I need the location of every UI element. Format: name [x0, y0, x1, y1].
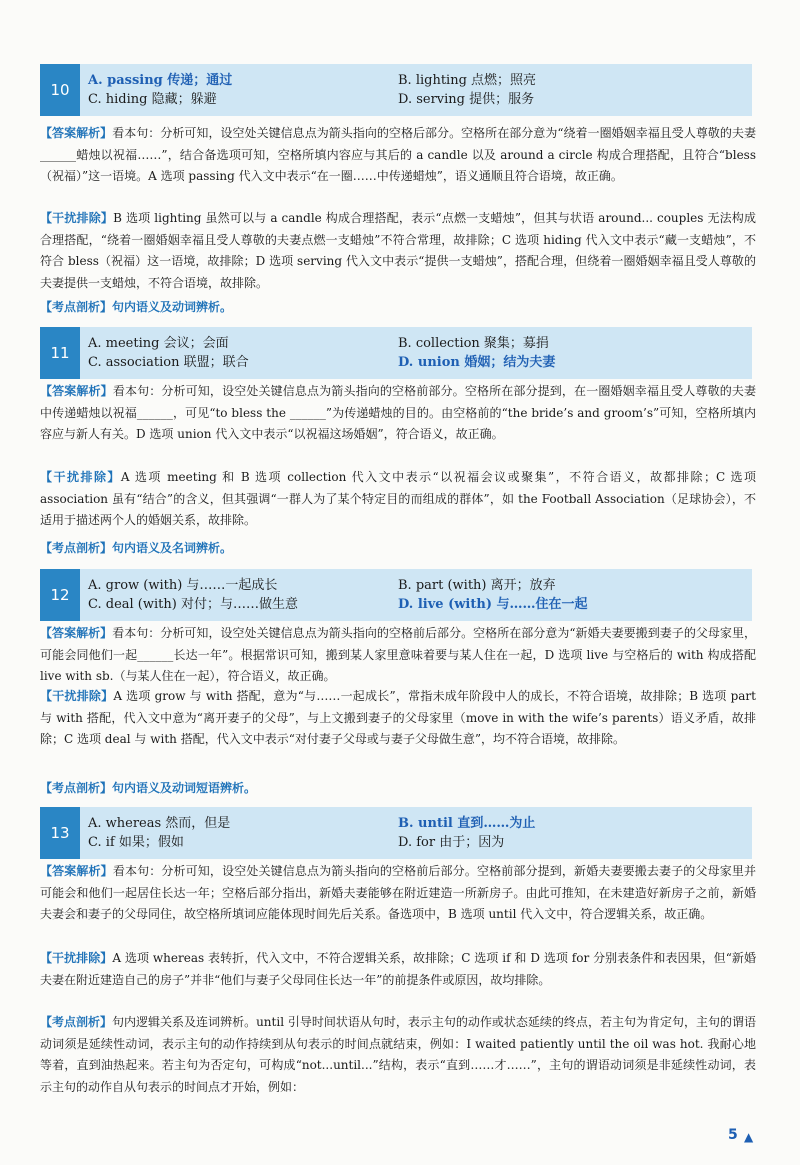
option-d: D. serving 提供；服务 — [398, 92, 535, 107]
option-a: A. grow (with) 与……一起成长 — [88, 578, 278, 593]
page-number: 5 — [728, 1127, 738, 1143]
question-12-options — [40, 569, 752, 621]
section-tag: 【干扰排除】 — [40, 470, 121, 484]
question-number: 10 — [40, 64, 80, 116]
distractor-elimination: 【干扰排除】A 选项 grow 与 with 搭配，意为“与……一起成长”，常指未成年阶段中人的成长，不符合语境，故排除；B 选项 part 与 with 搭配，代入文中意为“离开妻子的父母”，与上文搬到妻子的父母家里（move in with the wife’s parents）语义矛盾，故排除；C 选项 deal 与 with 搭配，代入文中表示“对付妻子父母或与妻子父母做生意”，均不符合语境，故排除。 — [40, 689, 756, 746]
option-a: A. whereas 然而，但是 — [88, 816, 231, 831]
question-10-options — [40, 64, 752, 116]
answer-analysis: 【答案解析】看本句：分析可知，设空处关键信息点为箭头指向的空格前后部分。空格前部分提到，新婚夫妻要搬去妻子的父母家里并可能会和他们一起居住长达一年；空格后部分指出，新婚夫妻能够在附近建造一所新房子。由此可推知，在未建造好新房子之前，新婚夫妻会和妻子的父母同住，故空格所填词应能体现时间先后关系。备选项中，B 选项 until 代入文中，符合逻辑关系，故正确。 — [40, 864, 756, 921]
distractor-elimination: 【干扰排除】A 选项 whereas 表转折，代入文中，不符合逻辑关系，故排除；C 选项 if 和 D 选项 for 分别表条件和表因果，但“新婚夫妻在附近建造自己的房子”并非“他们与妻子父母同住长达一年”的前提条件或原因，故均排除。 — [40, 951, 756, 987]
distractor-elimination: 【干扰排除】A 选项 meeting 和 B 选项 collection 代入文中表示“以祝福会议或聚集”，不符合语义，故都排除；C 选项 association 虽有“结合”的含义，但其强调“一群人为了某个特定目的而组成的群体”，如 the Football Association（足球协会），不适用于描述两个人的婚姻关系，故排除。 — [40, 470, 756, 527]
exam-point: 【考点剖析】句内逻辑关系及连词辨析。until 引导时间状语从句时，表示主句的动作或状态延续的终点，若主句为肯定句，主句的谓语动词须是延续性动词，表示主句的动作持续到从句表示的时间点就结束，例如：I waited patiently until the oil was hot. 我耐心地等着，直到油热起来。若主句为否定句，可构成“not...until...”结构，表示“直到……才……”，主句的谓语动词须是非延续性动词，表示主句的动作自从句表示的时间点才开始，例如： — [40, 1015, 756, 1094]
section-tag: 【干扰排除】 — [40, 211, 114, 225]
option-c: C. deal (with) 对付；与……做生意 — [88, 597, 298, 612]
option-a: A. meeting 会议；会面 — [88, 336, 229, 351]
option-d: D. for 由于；因为 — [398, 835, 505, 850]
distractor-elimination: 【干扰排除】B 选项 lighting 虽然可以与 a candle 构成合理搭配，表示“点燃一支蜡烛”，但其与状语 around... couples 无法构成合理搭配，“绕着一圈婚姻幸福且受人尊敬的夫妻点燃一支蜡烛”不符合常理，故排除；C 选项 hiding 代入文中表示“藏一支蜡烛”，不符合 bless（祝福）这一语境，故排除；D 选项 serving 代入文中表示“提供一支蜡烛”，搭配合理，但绕着一圈婚姻幸福且受人尊敬的夫妻提供一支蜡烛，不符合语境，故排除。 — [40, 211, 756, 290]
question-11-options — [40, 327, 752, 379]
question-number: 11 — [40, 327, 80, 379]
option-a: A. passing 传递；通过 — [88, 73, 233, 88]
section-tag: 【答案解析】 — [40, 126, 113, 140]
answer-analysis: 【答案解析】看本句：分析可知，设空处关键信息点为箭头指向的空格前部分。空格所在部分提到，在一圈婚姻幸福且受人尊敬的夫妻中传递蜡烛以祝福______，可见“to bless the ______”为传递蜡烛的目的。由空格前的“the bride’s and groom’s”可知，空格所填内容应与新人有关。D 选项 union 代入文中表示“以祝福这场婚姻”，符合语义，故正确。 — [40, 384, 756, 441]
option-b: B. lighting 点燃；照亮 — [398, 73, 537, 88]
answer-analysis: 【答案解析】看本句：分析可知，设空处关键信息点为箭头指向的空格后部分。空格所在部分意为“绕着一圈婚姻幸福且受人尊敬的夫妻______蜡烛以祝福……”，结合备选项可知，空格所填内容应与其后的 a candle 以及 around a circle 构成合理搭配，且符合“bless（祝福）”这一语境。A 选项 passing 代入文中表示“在一圈……中传递蜡烛”，语义通顺且符合语境，故正确。 — [40, 126, 756, 183]
graduation-cap-icon: ▲ — [744, 1130, 754, 1144]
question-number: 12 — [40, 569, 80, 621]
section-tag: 【干扰排除】 — [40, 689, 114, 703]
option-c: C. if 如果；假如 — [88, 835, 184, 850]
option-d: D. union 婚姻；结为夫妻 — [398, 355, 556, 370]
section-tag: 【答案解析】 — [40, 864, 113, 878]
option-c: C. association 联盟；联合 — [88, 355, 249, 370]
section-tag: 【答案解析】 — [40, 626, 113, 640]
section-tag: 【答案解析】 — [40, 384, 113, 398]
option-c: C. hiding 隐藏；躲避 — [88, 92, 217, 107]
answer-analysis: 【答案解析】看本句：分析可知，设空处关键信息点为箭头指向的空格前后部分。空格所在部分意为“新婚夫妻要搬到妻子的父母家里，可能会同他们一起______长达一年”。根据常识可知，搬到某人家里意味着要与某人住在一起，D 选项 live 与空格后的 with 构成搭配 live with sb.（与某人住在一起），符合语义，故正确。 — [40, 626, 756, 683]
question-number: 13 — [40, 807, 80, 859]
option-b: B. collection 聚集；募捐 — [398, 336, 549, 351]
question-13-options — [40, 807, 752, 859]
option-b: B. until 直到……为止 — [398, 816, 536, 831]
exam-point: 【考点剖析】句内语义及名词辨析。 — [40, 541, 233, 555]
section-tag: 【干扰排除】 — [40, 951, 113, 965]
exam-point: 【考点剖析】句内语义及动词辨析。 — [40, 300, 233, 314]
exam-point: 【考点剖析】句内语义及动词短语辨析。 — [40, 781, 257, 795]
section-tag: 【考点剖析】 — [40, 1015, 113, 1029]
option-b: B. part (with) 离开；放弃 — [398, 578, 556, 593]
option-d: D. live (with) 与……住在一起 — [398, 597, 588, 612]
